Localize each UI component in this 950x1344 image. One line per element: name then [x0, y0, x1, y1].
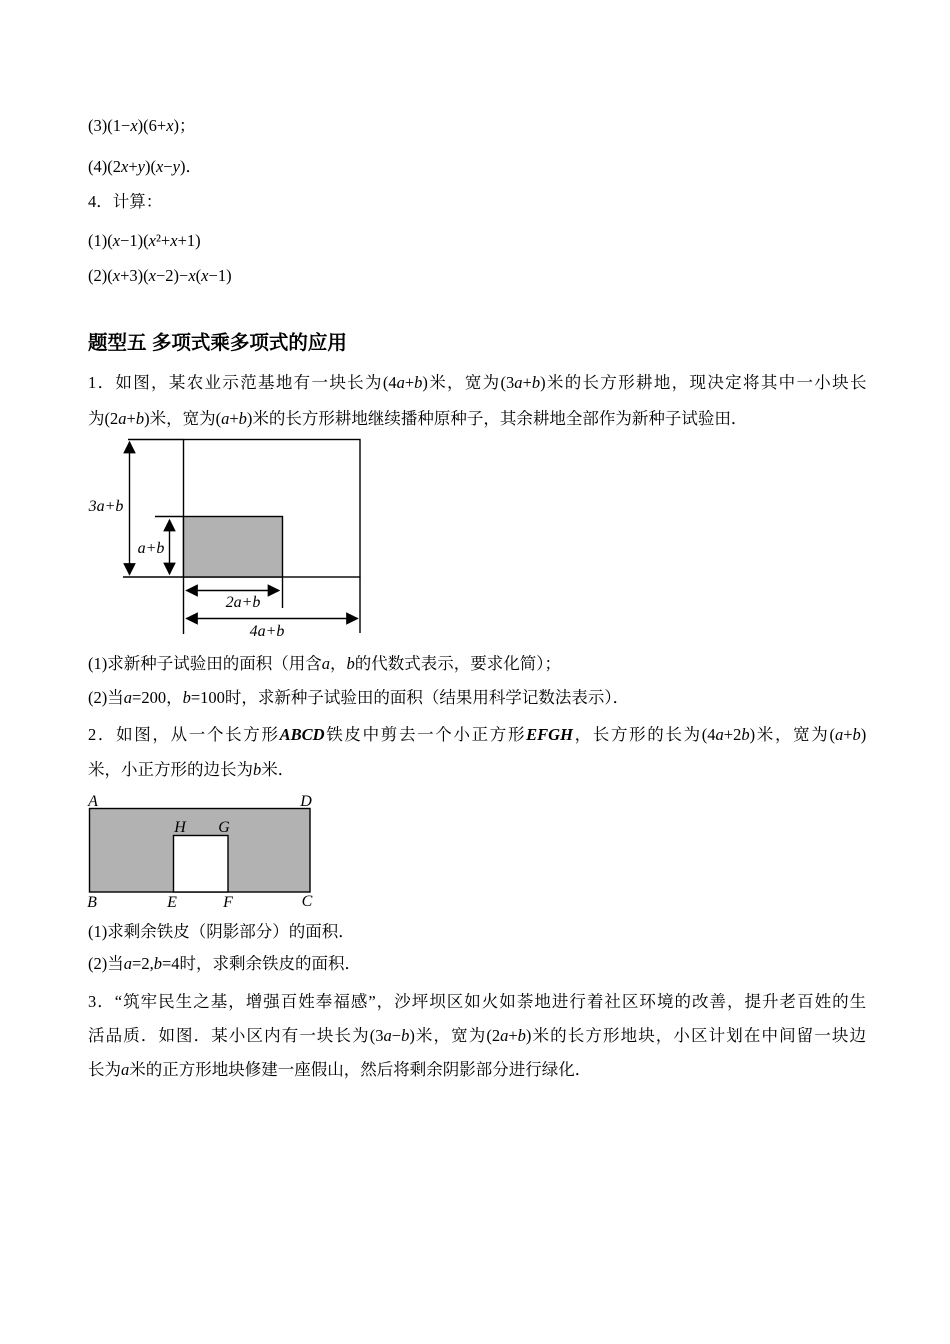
- problem3-text-line3: 长为a米的正方形地块修建一座假山，然后将剩余阴影部分进行绿化．: [88, 1060, 592, 1079]
- vertex-label-e: E: [167, 894, 177, 911]
- problem2-text-line1: 2．如图，从一个长方形ABCD铁皮中剪去一个小正方形EFGH，长方形的长为(4a+2b)米，宽为(a+b): [88, 725, 867, 744]
- calc-q4-part-2: (2)(x+3)(x−2)−x(x−1): [88, 266, 232, 285]
- problem2-part-2: (2)当a=2,b=4时，求剩余铁皮的面积．: [88, 954, 361, 973]
- calc-item-4: (4)(2x+y)(x−y)．: [88, 157, 202, 176]
- problem1-figure: [80, 435, 380, 645]
- vertex-label-b: B: [87, 894, 97, 911]
- outer-height-label: 3a+b: [88, 498, 124, 515]
- vertex-label-f: F: [223, 894, 233, 911]
- vertex-label-a: A: [88, 793, 98, 810]
- problem1-text-line2: 为(2a+b)米，宽为(a+b)米的长方形耕地继续播种原种子，其余耕地全部作为新种子试验田．: [88, 409, 748, 428]
- vertex-label-c: C: [301, 893, 313, 910]
- calc-q4-part-1: (1)(x−1)(x²+x+1): [88, 231, 201, 250]
- calc-q4-header: 4．计算：: [88, 192, 163, 211]
- problem2-part-1: (1)求剩余铁皮（阴影部分）的面积．: [88, 922, 355, 941]
- vertex-label-h: H: [174, 819, 186, 836]
- shaded-plot-rect: [184, 517, 283, 578]
- problem3-text-line1: 3．“筑牢民生之基，增强百姓奉福感”，沙坪坝区如火如荼地进行着社区环境的改善，提升老百姓的生: [88, 992, 867, 1011]
- vertex-label-d: D: [300, 793, 312, 810]
- section-title: 题型五 多项式乘多项式的应用: [88, 332, 347, 354]
- inner-height-label: a+b: [137, 540, 165, 557]
- problem2-text-line2: 米，小正方形的边长为b米．: [88, 760, 295, 779]
- cutout-square: [174, 836, 229, 893]
- outer-width-label: 4a+b: [249, 623, 285, 640]
- problem1-text-line1: 1．如图，某农业示范基地有一块长为(4a+b)米，宽为(3a+b)米的长方形耕地，现决定将其中一小块长: [88, 373, 867, 392]
- vertex-label-g: G: [218, 819, 230, 836]
- problem3-text-line2: 活品质．如图．某小区内有一块长为(3a−b)米，宽为(2a+b)米的长方形地块，小区计划在中间留一块边: [88, 1026, 866, 1045]
- problem1-part-2: (2)当a=200，b=100时，求新种子试验田的面积（结果用科学记数法表示）．: [88, 688, 630, 707]
- inner-width-label: 2a+b: [225, 594, 261, 611]
- problem2-figure: [80, 790, 330, 915]
- problem1-part-1: (1)求新种子试验田的面积（用含a，b的代数式表示，要求化简）；: [88, 654, 561, 673]
- calc-item-3: (3)(1−x)(6+x)；: [88, 116, 196, 135]
